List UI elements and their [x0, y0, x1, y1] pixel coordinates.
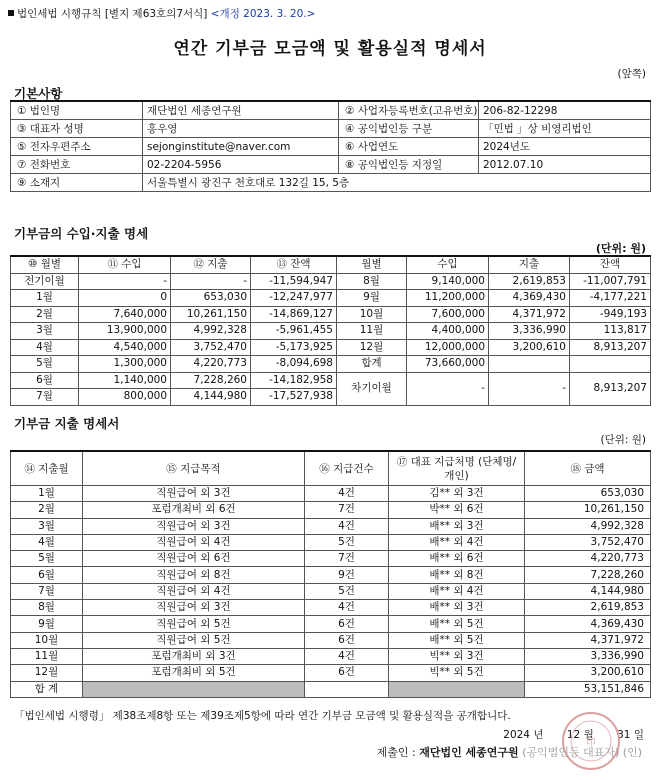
column-header: 잔액 [570, 256, 651, 273]
amount-cell: -12,247,977 [251, 290, 337, 307]
count-cell: 6건 [305, 632, 389, 648]
amount-cell: 4,144,980 [171, 389, 251, 406]
count-cell: 4건 [305, 648, 389, 664]
basic-info-row [11, 101, 651, 120]
amount-cell: -4,177,221 [570, 290, 651, 307]
month-cell: 3월 [11, 323, 79, 340]
field-label: ③ 대표자 성명 [11, 120, 143, 138]
amount-cell: -5,961,455 [251, 323, 337, 340]
date-month: 12 [566, 729, 581, 741]
purpose-cell: 직원급여 외 4건 [83, 583, 305, 599]
amount-cell: 653,030 [171, 290, 251, 307]
field-label: ⑤ 전자우편주소 [11, 138, 143, 156]
amount-cell: 2,619,853 [525, 600, 651, 616]
field-value: 206-82-12298 [479, 101, 651, 120]
month-cell: 12월 [11, 665, 83, 681]
purpose-cell: 직원급여 외 5건 [83, 632, 305, 648]
income-row [11, 290, 651, 307]
expense-row [11, 632, 651, 648]
organization-seal [560, 710, 622, 772]
amount-cell: -8,094,698 [251, 356, 337, 373]
count-cell: 6건 [305, 665, 389, 681]
month-cell: 8월 [11, 600, 83, 616]
column-header: ⑭ 지출월 [11, 451, 83, 486]
field-value: 02-2204-5956 [143, 156, 339, 174]
field-label: ⑨ 소재지 [11, 174, 143, 192]
payee-cell: 김** 외 3건 [389, 486, 525, 502]
count-cell: 4건 [305, 600, 389, 616]
amount-cell: 4,220,773 [171, 356, 251, 373]
amount-cell: 3,336,990 [525, 648, 651, 664]
month-cell: 1월 [11, 486, 83, 502]
date-month-unit: 월 [583, 729, 594, 741]
month-cell: 6월 [11, 372, 79, 389]
basic-info-row [11, 156, 651, 174]
column-header: ⑮ 지급목적 [83, 451, 305, 486]
count-cell: 9건 [305, 567, 389, 583]
address-row [11, 174, 651, 192]
basic-info-row [11, 138, 651, 156]
field-value: sejonginstitute@naver.com [143, 138, 339, 156]
income-row [11, 273, 651, 290]
income-row [11, 356, 651, 373]
expense-row [11, 551, 651, 567]
field-value: 재단법인 세종연구원 [143, 101, 339, 120]
column-header: ⑱ 금액 [525, 451, 651, 486]
date-year-unit: 년 [533, 729, 544, 741]
income-section-title: 기부금의 수입·지출 명세 [14, 226, 149, 241]
form-number: [별지 제63호의7서식] [104, 8, 208, 20]
field-label: ⑦ 전화번호 [11, 156, 143, 174]
amount-cell: -14,182,958 [251, 372, 337, 389]
amount-cell: 4,144,980 [525, 583, 651, 599]
amount-cell [489, 356, 570, 373]
amount-cell: 3,752,470 [171, 339, 251, 356]
column-header: ⑰ 대표 지급처명 (단체명/개인) [389, 451, 525, 486]
seal-mark: (인) [622, 746, 642, 759]
income-unit: (단위: 원) [595, 242, 646, 255]
payee-cell: 배** 외 5건 [389, 616, 525, 632]
date-day: 31 [617, 729, 631, 741]
amount-cell: 2,619,853 [489, 273, 570, 290]
blank-cell [389, 681, 525, 697]
payee-cell: 배** 외 5건 [389, 632, 525, 648]
amount-cell: 4,992,328 [171, 323, 251, 340]
expense-detail-table [10, 450, 651, 698]
amount-cell: 9,140,000 [407, 273, 489, 290]
amount-cell: 73,660,000 [407, 356, 489, 373]
purpose-cell: 직원급여 외 3건 [83, 518, 305, 534]
column-header: 수입 [407, 256, 489, 273]
count-cell: 7건 [305, 502, 389, 518]
purpose-cell: 포럼개최비 외 5건 [83, 665, 305, 681]
purpose-cell: 직원급여 외 8건 [83, 567, 305, 583]
expense-row [11, 518, 651, 534]
month-cell: 2월 [11, 502, 83, 518]
submitter-name: 재단법인 세종연구원 [419, 746, 519, 759]
total-label: 합 계 [11, 681, 83, 697]
purpose-cell: 직원급여 외 4건 [83, 534, 305, 550]
field-label: ① 법인명 [11, 101, 143, 120]
income-expense-table [10, 255, 651, 406]
amount-cell: 4,371,972 [525, 632, 651, 648]
amount-cell: 4,371,972 [489, 306, 570, 323]
amount-cell: 0 [79, 290, 171, 307]
amount-cell: 7,600,000 [407, 306, 489, 323]
month-cell: 7월 [11, 389, 79, 406]
form-header [8, 6, 315, 21]
payee-cell: 배** 외 6건 [389, 551, 525, 567]
amount-cell: -11,594,947 [251, 273, 337, 290]
basic-info-table [10, 100, 651, 192]
expense-section-title: 기부금 지출 명세서 [14, 416, 120, 431]
payee-cell: 배** 외 3건 [389, 600, 525, 616]
amount-cell: 4,992,328 [525, 518, 651, 534]
revision-date: <개정 2023. 3. 20.> [210, 8, 316, 20]
month-cell: 10월 [11, 632, 83, 648]
month-cell: 합계 [337, 356, 407, 373]
expense-total-row [11, 681, 651, 697]
amount-cell: -11,007,791 [570, 273, 651, 290]
amount-cell: 3,200,610 [489, 339, 570, 356]
expense-row [11, 534, 651, 550]
amount-cell: 10,261,150 [525, 502, 651, 518]
amount-cell: 12,000,000 [407, 339, 489, 356]
field-label: ⑥ 사업연도 [339, 138, 479, 156]
amount-cell: - [489, 372, 570, 405]
carry-over-label: 차기이월 [337, 372, 407, 405]
amount-cell: 1,300,000 [79, 356, 171, 373]
basic-info-row [11, 120, 651, 138]
page-side: (앞쪽) [617, 68, 646, 80]
month-cell: 1월 [11, 290, 79, 307]
svg-text:印: 印 [586, 738, 596, 748]
purpose-cell: 직원급여 외 5건 [83, 616, 305, 632]
income-header-row [11, 256, 651, 273]
amount-cell: -14,869,127 [251, 306, 337, 323]
amount-cell: 4,220,773 [525, 551, 651, 567]
amount-cell: -17,527,938 [251, 389, 337, 406]
column-header: ⑪ 수입 [79, 256, 171, 273]
amount-cell: 1,140,000 [79, 372, 171, 389]
amount-cell: -949,193 [570, 306, 651, 323]
expense-row [11, 502, 651, 518]
amount-cell: -5,173,925 [251, 339, 337, 356]
expense-row [11, 567, 651, 583]
field-label: ⑧ 공익법인등 지정일 [339, 156, 479, 174]
submitter-role: (공익법인등 대표자) [522, 746, 620, 759]
amount-cell: 4,540,000 [79, 339, 171, 356]
submitter-line [377, 744, 642, 760]
month-cell: 8월 [337, 273, 407, 290]
expense-row [11, 583, 651, 599]
disclosure-note: 「법인세법 시행령」 제38조제8항 또는 제39조제5항에 따라 연간 기부금 모금액 및 활용실적을 공개합니다. [14, 710, 511, 722]
blank-cell [305, 681, 389, 697]
count-cell: 4건 [305, 486, 389, 502]
amount-cell: 10,261,150 [171, 306, 251, 323]
month-cell: 전기이월 [11, 273, 79, 290]
month-cell: 7월 [11, 583, 83, 599]
amount-cell: 8,913,207 [570, 372, 651, 405]
month-cell: 10월 [337, 306, 407, 323]
amount-cell: 3,336,990 [489, 323, 570, 340]
purpose-cell: 직원급여 외 6건 [83, 551, 305, 567]
amount-cell [570, 356, 651, 373]
count-cell: 7건 [305, 551, 389, 567]
month-cell: 2월 [11, 306, 79, 323]
income-row [11, 306, 651, 323]
date-year: 2024 [503, 729, 530, 741]
payee-cell: 배** 외 3건 [389, 518, 525, 534]
amount-cell: 4,369,430 [489, 290, 570, 307]
field-value: 2024년도 [479, 138, 651, 156]
payee-cell: 빅** 외 3건 [389, 648, 525, 664]
purpose-cell: 포럼개최비 외 3건 [83, 648, 305, 664]
payee-cell: 빅** 외 5건 [389, 665, 525, 681]
payee-cell: 배** 외 4건 [389, 583, 525, 599]
payee-cell: 박** 외 6건 [389, 502, 525, 518]
date-day-unit: 일 [633, 729, 644, 741]
count-cell: 4건 [305, 518, 389, 534]
basic-section-title: 기본사항 [14, 86, 63, 101]
amount-cell: 3,752,470 [525, 534, 651, 550]
field-value: 홍우영 [143, 120, 339, 138]
page-title: 연간 기부금 모금액 및 활용실적 명세서 [173, 39, 487, 59]
expense-row [11, 616, 651, 632]
amount-cell: 13,900,000 [79, 323, 171, 340]
amount-cell: 4,369,430 [525, 616, 651, 632]
field-label: ② 사업자등록번호(고유번호) [339, 101, 479, 120]
purpose-cell: 직원급여 외 3건 [83, 600, 305, 616]
expense-row [11, 648, 651, 664]
income-row [11, 339, 651, 356]
column-header: ⑫ 지출 [171, 256, 251, 273]
field-value: 2012.07.10 [479, 156, 651, 174]
amount-cell: - [171, 273, 251, 290]
field-label: ④ 공익법인등 구분 [339, 120, 479, 138]
month-cell: 5월 [11, 356, 79, 373]
purpose-cell: 직원급여 외 3건 [83, 486, 305, 502]
amount-cell: 7,228,260 [171, 372, 251, 389]
count-cell: 6건 [305, 616, 389, 632]
income-row [11, 372, 651, 389]
count-cell: 5건 [305, 534, 389, 550]
amount-cell: 800,000 [79, 389, 171, 406]
amount-cell: 7,640,000 [79, 306, 171, 323]
month-cell: 4월 [11, 534, 83, 550]
amount-cell: 653,030 [525, 486, 651, 502]
payee-cell: 배** 외 8건 [389, 567, 525, 583]
amount-cell: 11,200,000 [407, 290, 489, 307]
column-header: 지출 [489, 256, 570, 273]
purpose-cell: 포럼개최비 외 6건 [83, 502, 305, 518]
column-header: ⑬ 잔액 [251, 256, 337, 273]
blank-cell [83, 681, 305, 697]
expense-row [11, 665, 651, 681]
month-cell: 11월 [11, 648, 83, 664]
column-header: 월별 [337, 256, 407, 273]
submitter-label: 제출인 : [376, 746, 416, 759]
amount-cell: 3,200,610 [525, 665, 651, 681]
month-cell: 4월 [11, 339, 79, 356]
payee-cell: 배** 외 4건 [389, 534, 525, 550]
amount-cell: 4,400,000 [407, 323, 489, 340]
month-cell: 9월 [11, 616, 83, 632]
expense-row [11, 600, 651, 616]
month-cell: 11월 [337, 323, 407, 340]
column-header: ⑩ 월별 [11, 256, 79, 273]
expense-unit: (단위: 원) [600, 434, 646, 446]
column-header: ⑯ 지급건수 [305, 451, 389, 486]
total-amount: 53,151,846 [525, 681, 651, 697]
amount-cell: - [407, 372, 489, 405]
income-row [11, 323, 651, 340]
amount-cell: 7,228,260 [525, 567, 651, 583]
expense-header-row [11, 451, 651, 486]
field-value: 「민법 」상 비영리법인 [479, 120, 651, 138]
month-cell: 5월 [11, 551, 83, 567]
amount-cell: - [79, 273, 171, 290]
month-cell: 9월 [337, 290, 407, 307]
amount-cell: 8,913,207 [570, 339, 651, 356]
month-cell: 6월 [11, 567, 83, 583]
law-name: 법인세법 시행규칙 [17, 8, 102, 20]
bullet-square-icon [8, 10, 14, 16]
month-cell: 3월 [11, 518, 83, 534]
address-value: 서울특별시 광진구 천호대로 132길 15, 5층 [143, 174, 651, 192]
month-cell: 12월 [337, 339, 407, 356]
count-cell: 5건 [305, 583, 389, 599]
expense-row [11, 486, 651, 502]
amount-cell: 113,817 [570, 323, 651, 340]
